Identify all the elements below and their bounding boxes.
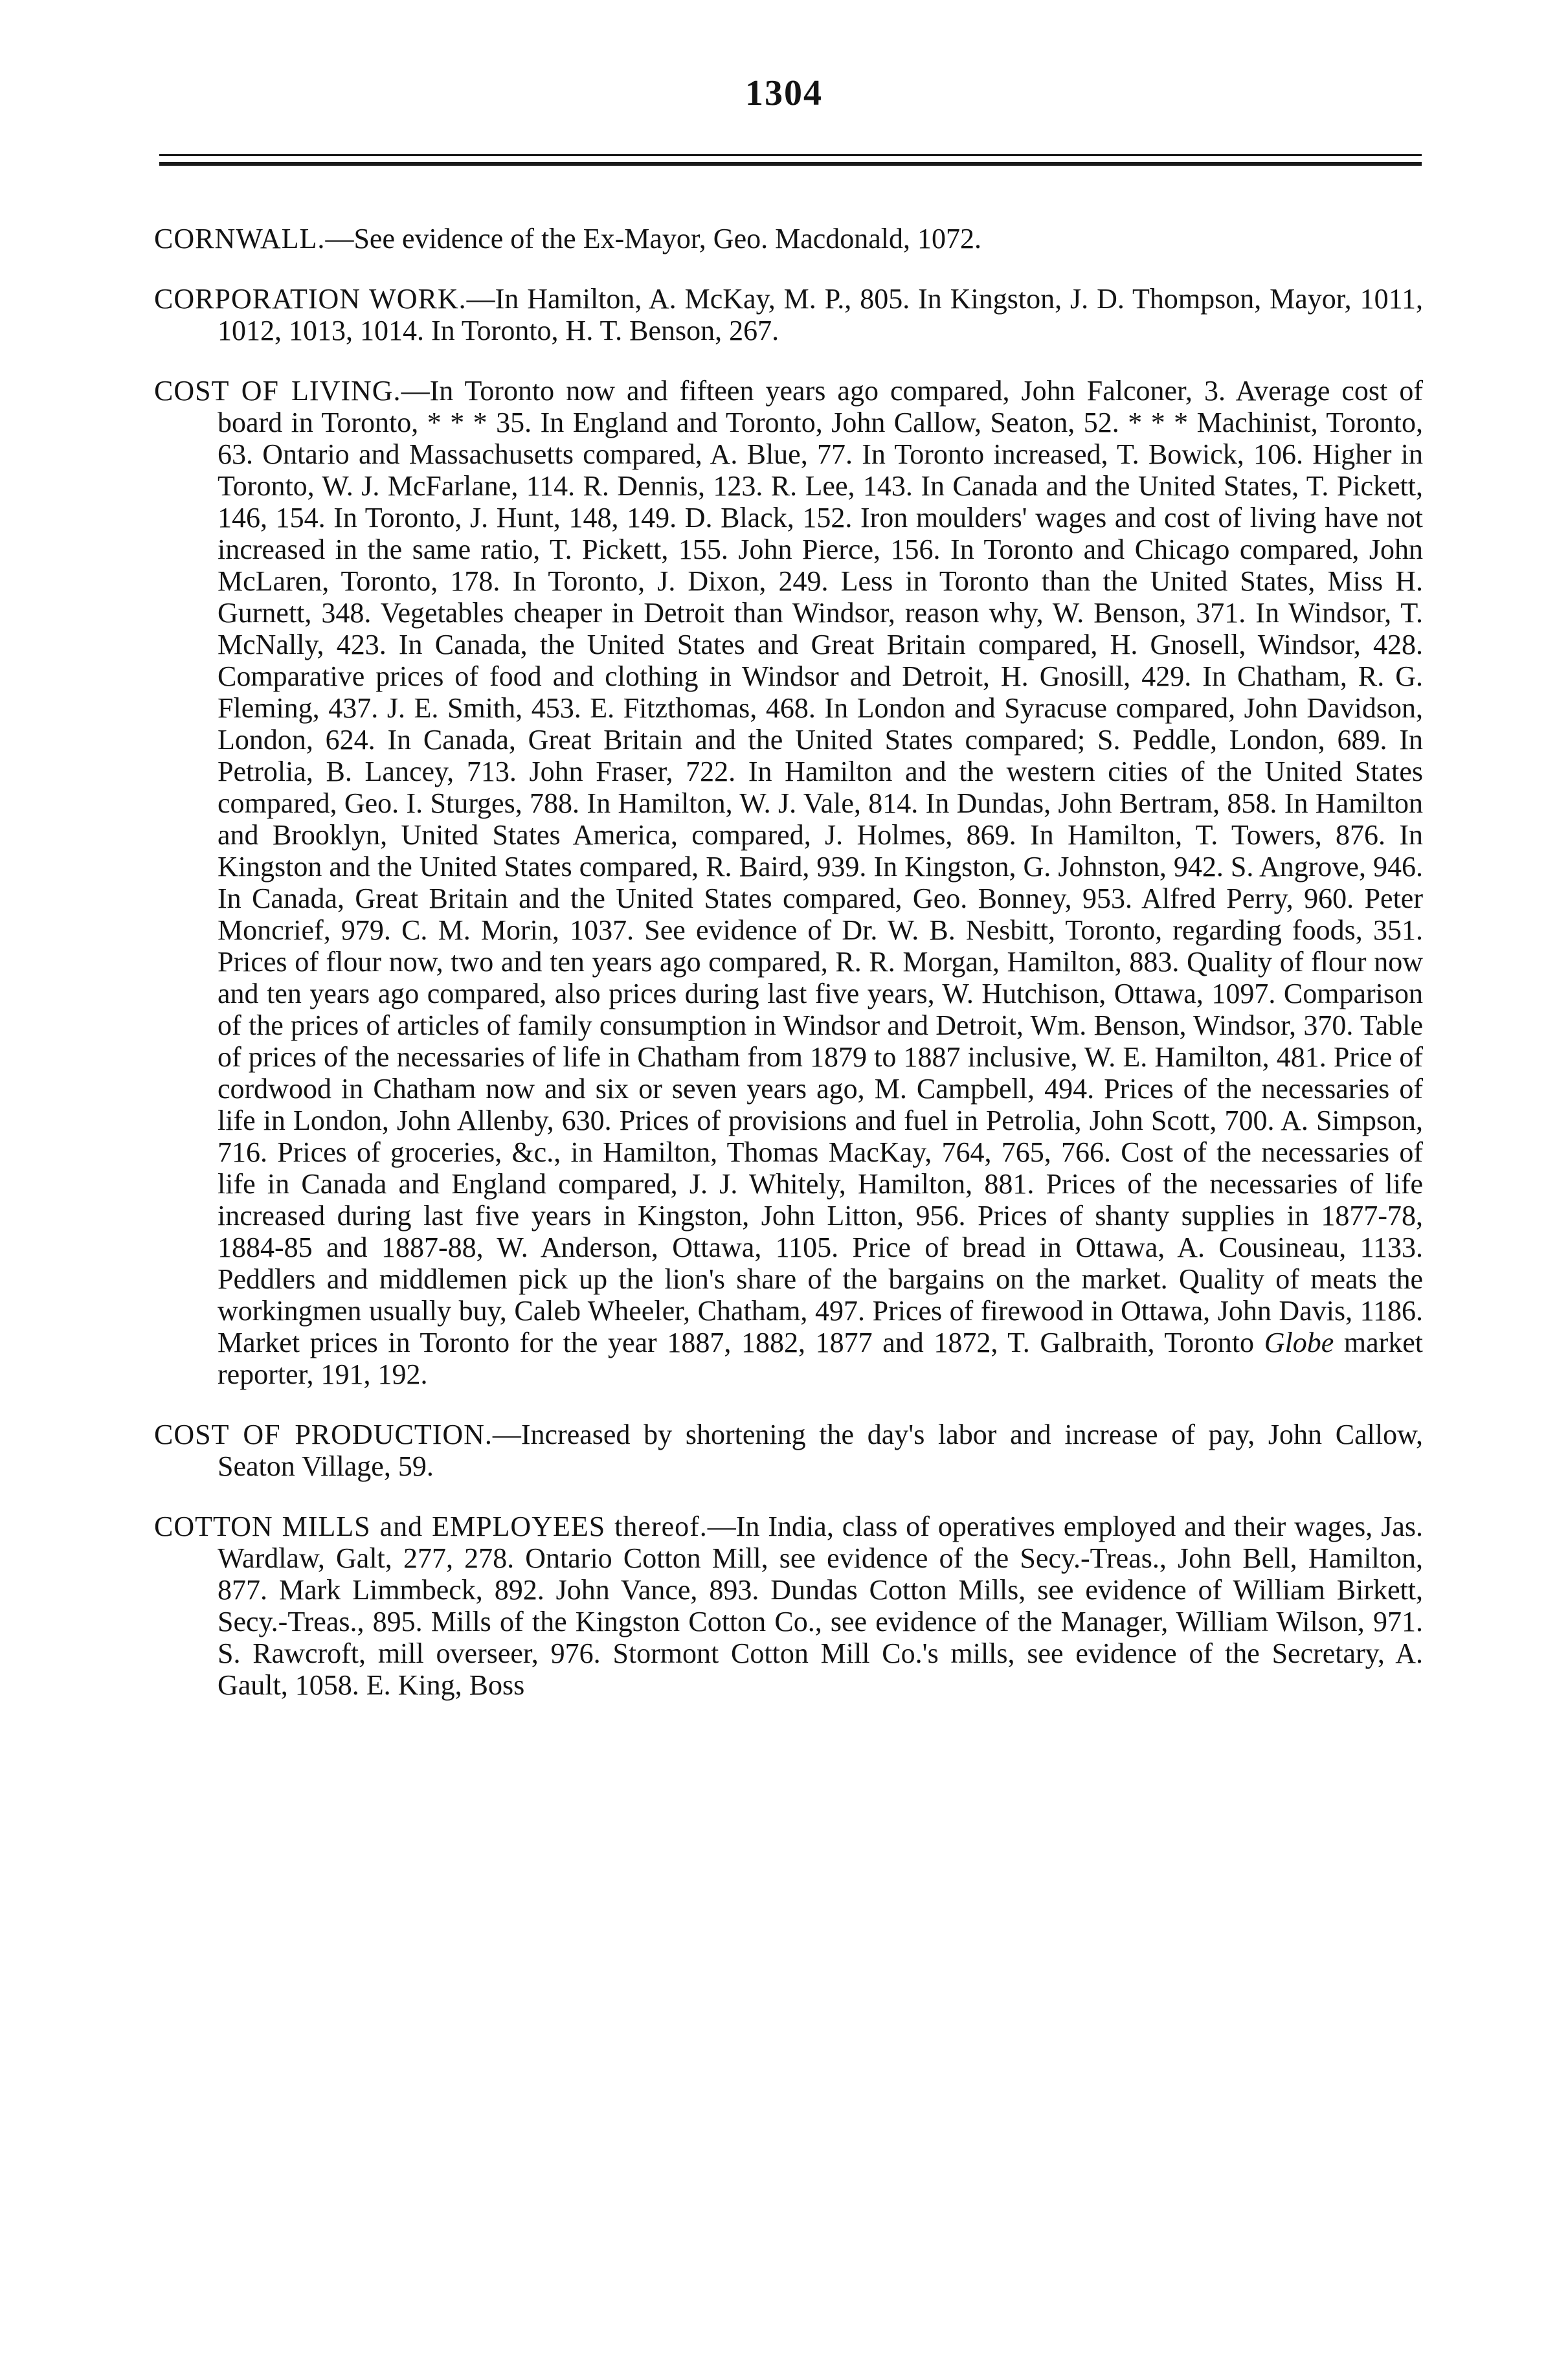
- header-rule-thick: [159, 162, 1422, 166]
- entry-italic-text: Globe: [1264, 1327, 1334, 1358]
- entry-text: In India, class of operatives employed and their wages, Jas. Wardlaw, Galt, 277, 278. Ontario Cotton Mill, see evidence of the Secy.-Treas., John Bell, Hamilton, 877. Mark Limmbeck, 892. John Vance, 893. Dundas Cotton Mills, see evidence of William Birkett, Secy.-Treas., 895. Mills of the Kingston Cotton Co., see evidence of the Manager, William Wilson, 971. S. Rawcroft, mill overseer, 976. Stormont Cotton Mill Co.'s mills, see evidence of the Secretary, A. Gault, 1058. E. King, Boss: [218, 1511, 1424, 1701]
- entry-text: In Hamilton, A. McKay, M. P., 805. In Kingston, J. D. Thompson, Mayor, 1011, 1012, 1013, 1014. In Toronto, H. T. Benson, 267.: [218, 283, 1423, 346]
- entry-heading: CORPORATION WORK.: [154, 283, 467, 315]
- index-entry-corporation-work: [154, 283, 1423, 346]
- entry-heading: CORNWALL.: [154, 223, 326, 254]
- index-entry-cotton-mills: [154, 1511, 1423, 1701]
- entry-text: See evidence of the Ex-Mayor, Geo. Macdonald, 1072.: [353, 223, 982, 254]
- entry-heading: COST OF PRODUCTION.: [154, 1419, 493, 1450]
- entry-text-after: market reporter, 191, 192.: [218, 1327, 1424, 1390]
- index-entry-cornwall: [154, 223, 1423, 254]
- header-rule-thin: [159, 154, 1422, 156]
- entry-separator: —: [401, 375, 430, 407]
- entry-heading: COTTON MILLS and EMPLOYEES thereof.: [154, 1511, 708, 1542]
- index-entries: [154, 194, 1423, 1727]
- entry-text: Increased by shortening the day's labor and increase of pay, John Callow, Seaton Village, 59.: [218, 1419, 1423, 1482]
- entry-separator: —: [325, 223, 354, 254]
- index-entry-cost-of-living: [154, 375, 1423, 1390]
- entry-separator: —: [707, 1511, 736, 1542]
- entry-text: In Toronto now and fifteen years ago compared, John Falconer, 3. Average cost of board in Toronto, * * * 35. In England and Toronto, John Callow, Seaton, 52. * * * Machinist, Toronto, 63. Ontario and Massachusetts compared, A. Blue, 77. In Toronto increased, T. Bowick, 106. Higher in Toronto, W. J. McFarlane, 114. R. Dennis, 123. R. Lee, 143. In Canada and the United States, T. Pickett, 146, 154. In Toronto, J. Hunt, 148, 149. D. Black, 152. Iron moulders' wages and cost of living have not increased in the same ratio, T. Pickett, 155. John Pierce, 156. In Toronto and Chicago compared, John McLaren, Toronto, 178. In Toronto, J. Dixon, 249. Less in Toronto than the United States, Miss H. Gurnett, 348. Vegetables cheaper in Detroit than Windsor, reason why, W. Benson, 371. In Windsor, T. McNally, 423. In Canada, the United States and Great Britain compared, H. Gnosell, Windsor, 428. Comparative prices of food and clothing in Windsor and Detroit, H. Gnosill, 429. In Chatham, R. G. Fleming, 437. J. E. Smith, 453. E. Fitzthomas, 468. In London and Syracuse compared, John Davidson, London, 624. In Canada, Great Britain and the United States compared; S. Peddle, London, 689. In Petrolia, B. Lancey, 713. John Fraser, 722. In Hamilton and the western cities of the United States compared, Geo. I. Sturges, 788. In Hamilton, W. J. Vale, 814. In Dundas, John Bertram, 858. In Hamilton and Brooklyn, United States America, compared, J. Holmes, 869. In Hamilton, T. Towers, 876. In Kingston and the United States compared, R. Baird, 939. In Kingston, G. Johnston, 942. S. Angrove, 946. In Canada, Great Britain and the United States compared, Geo. Bonney, 953. Alfred Perry, 960. Peter Moncrief, 979. C. M. Morin, 1037. See evidence of Dr. W. B. Nesbitt, Toronto, regarding foods, 351. Prices of flour now, two and ten years ago compared, R. R. Morgan, Hamilton, 883. Quality of flour now and ten years ago compared, also prices during last five years, W. Hutchison, Ottawa, 1097. Comparison of the prices of articles of family consumption in Windsor and Detroit, Wm. Benson, Windsor, 370. Table of prices of the necessaries of life in Chatham from 1879 to 1887 inclusive, W. E. Hamilton, 481. Price of cordwood in Chatham now and six or seven years ago, M. Campbell, 494. Prices of the necessaries of life in London, John Allenby, 630. Prices of provisions and fuel in Petrolia, John Scott, 700. A. Simpson, 716. Prices of groceries, &c., in Hamilton, Thomas MacKay, 764, 765, 766. Cost of the necessaries of life in Canada and England compared, J. J. Whitely, Hamilton, 881. Prices of the necessaries of life increased during last five years in Kingston, John Litton, 956. Prices of shanty supplies in 1877-78, 1884-85 and 1887-88, W. Anderson, Ottawa, 1105. Price of bread in Ottawa, A. Cousineau, 1133. Peddlers and middlemen pick up the lion's share of the bargains on the market. Quality of meats the workingmen usually buy, Caleb Wheeler, Chatham, 497. Prices of firewood in Ottawa, John Davis, 1186. Market prices in Toronto for the year 1887, 1882, 1877 and 1872, T. Galbraith, Toronto: [218, 375, 1423, 1358]
- entry-separator: —: [466, 283, 495, 315]
- index-entry-cost-of-production: [154, 1419, 1423, 1482]
- entry-heading: COST OF LIVING.: [154, 375, 401, 407]
- entry-separator: —: [492, 1419, 521, 1450]
- page-number: 1304: [745, 73, 823, 113]
